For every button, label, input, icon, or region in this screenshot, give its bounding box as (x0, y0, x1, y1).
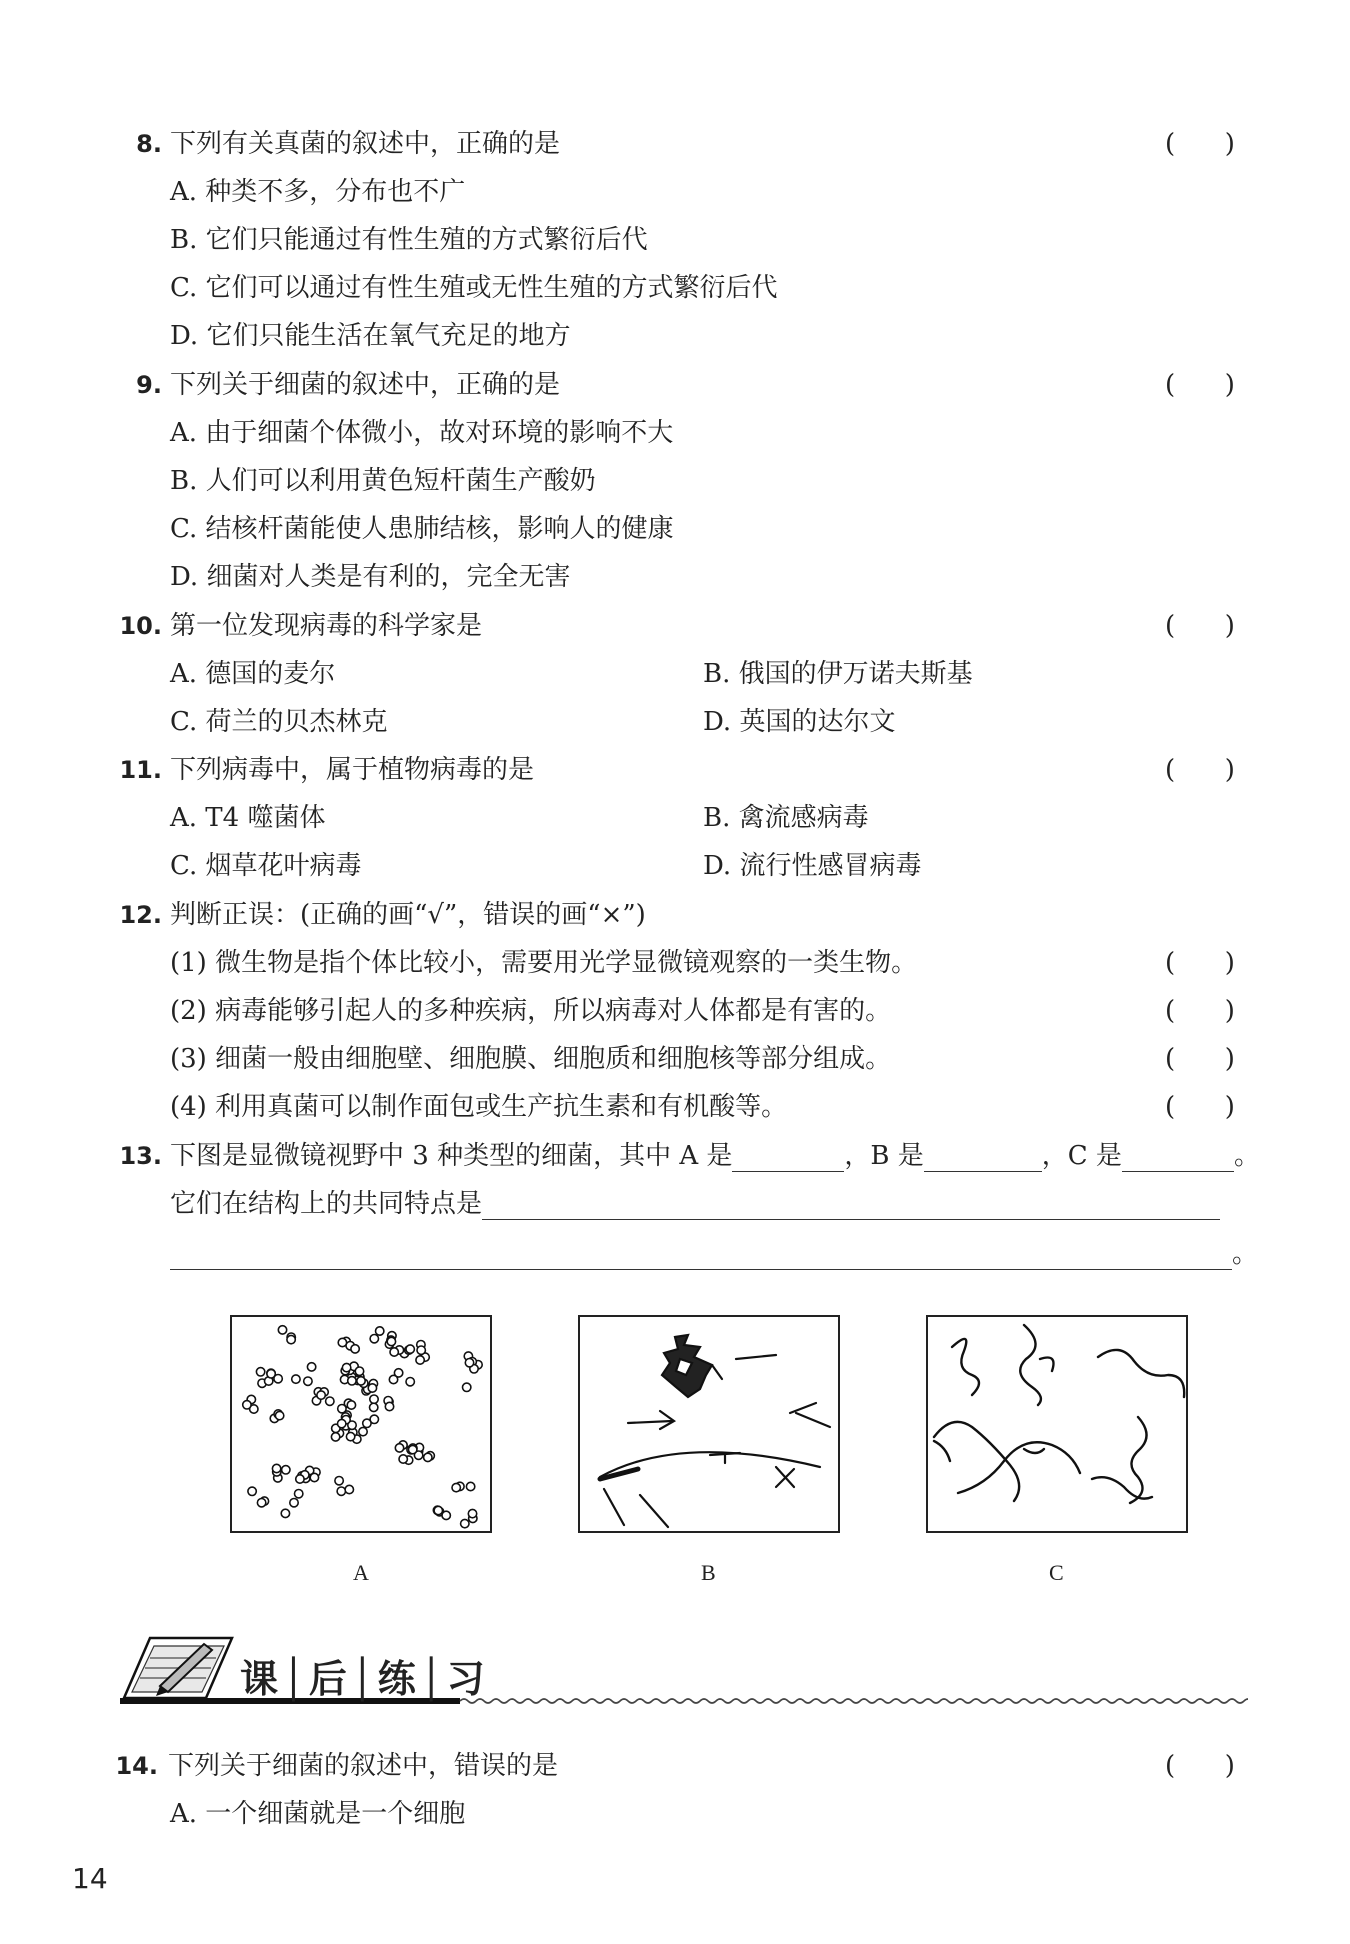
option-d: D. 流行性感冒病毒 (703, 851, 922, 881)
question-number: 12. (119, 901, 162, 929)
question-stem: 第一位发现病毒的科学家是 (170, 611, 483, 641)
coccus-cell (304, 1377, 312, 1385)
option-d: D. 英国的达尔文 (703, 707, 896, 737)
coccus-cell (282, 1466, 290, 1474)
option-c: C. 荷兰的贝杰林克 (170, 707, 388, 737)
question-stem: 下列有关真菌的叙述中，正确的是 (170, 129, 561, 159)
coccus-cell (376, 1327, 384, 1335)
coccus-cell (370, 1395, 378, 1403)
judge-item: (3) 细菌一般由细胞壁、细胞膜、细胞质和细胞核等部分组成。 (170, 1044, 892, 1074)
coccus-cell (290, 1499, 298, 1507)
coccus-cell (347, 1401, 355, 1409)
question-number: 10. (119, 612, 162, 640)
figure-label-a: A (353, 1560, 369, 1585)
coccus-cell (416, 1356, 424, 1364)
coccus-cell (274, 1375, 282, 1383)
coccus-cell (331, 1433, 339, 1441)
spirilla-drawing (928, 1317, 1186, 1531)
option-a: A. 由于细菌个体微小，故对环境的影响不大 (170, 418, 674, 448)
answer-bracket[interactable]: ( ) (1165, 370, 1235, 400)
coccus-cell (338, 1405, 346, 1413)
coccus-cell (452, 1483, 460, 1491)
coccus-cell (257, 1499, 265, 1507)
fill-blank-a[interactable] (732, 1147, 844, 1172)
coccus-cell (348, 1377, 356, 1385)
stem-text: ，C 是 (1041, 1141, 1122, 1171)
coccus-cell (335, 1477, 343, 1485)
judge-item: (2) 病毒能够引起人的多种疾病，所以病毒对人体都是有害的。 (170, 996, 892, 1026)
question-line (170, 1188, 1220, 1220)
coccus-cell (342, 1363, 350, 1371)
answer-bracket[interactable]: ( ) (1165, 1092, 1235, 1122)
question-stem: 判断正误：(正确的画“√”，错误的画“×”) (170, 900, 646, 930)
question-line (170, 1238, 1258, 1270)
figure-b-bacilli (578, 1315, 840, 1533)
figure-a-cocci (230, 1315, 492, 1533)
coccus-cell (248, 1487, 256, 1495)
option-a: A. 种类不多，分布也不广 (170, 177, 466, 207)
option-c: C. 烟草花叶病毒 (170, 851, 362, 881)
coccus-cell (370, 1335, 378, 1343)
fill-blank-feature-2[interactable] (170, 1245, 1232, 1270)
answer-bracket[interactable]: ( ) (1165, 129, 1235, 159)
question-stem: 下列病毒中，属于植物病毒的是 (170, 755, 535, 785)
option-c: C. 它们可以通过有性生殖或无性生殖的方式繁衍后代 (170, 273, 778, 303)
coccus-cell (345, 1485, 353, 1493)
coccus-cell (317, 1391, 325, 1399)
answer-bracket[interactable]: ( ) (1165, 1751, 1235, 1781)
question-stem: 下列关于细菌的叙述中，正确的是 (170, 370, 561, 400)
option-b: B. 人们可以利用黄色短杆菌生产酸奶 (170, 466, 596, 496)
coccus-cell (287, 1335, 295, 1343)
coccus-cell (409, 1445, 417, 1453)
coccus-cell (385, 1402, 393, 1410)
coccus-cell (368, 1384, 376, 1392)
coccus-cell (292, 1375, 300, 1383)
stem-text: 下图是显微镜视野中 3 种类型的细菌，其中 A 是 (170, 1141, 733, 1171)
coccus-cell (338, 1419, 346, 1427)
answer-bracket[interactable]: ( ) (1165, 611, 1235, 641)
coccus-cell (395, 1444, 403, 1452)
bacilli-drawing (580, 1317, 838, 1531)
coccus-cell (399, 1455, 407, 1463)
coccus-cell (310, 1473, 318, 1481)
question-stem: 下列关于细菌的叙述中，错误的是 (168, 1751, 559, 1781)
coccus-cell (346, 1432, 354, 1440)
option-b: B. 它们只能通过有性生殖的方式繁衍后代 (170, 225, 648, 255)
option-b: B. 俄国的伊万诺夫斯基 (703, 659, 973, 689)
coccus-cell (351, 1345, 359, 1353)
fill-blank-feature[interactable] (482, 1195, 1220, 1220)
page-number: 14 (72, 1862, 108, 1895)
stem-text: 它们在结构上的共同特点是 (170, 1189, 483, 1219)
option-a: A. 一个细菌就是一个细胞 (170, 1799, 466, 1829)
figure-c-spirilla (926, 1315, 1188, 1533)
coccus-cell (370, 1403, 378, 1411)
coccus-cell (406, 1345, 414, 1353)
cocci-drawing (232, 1317, 490, 1531)
question-stem (170, 1140, 1260, 1172)
coccus-cell (243, 1401, 251, 1409)
coccus-cell (465, 1359, 473, 1367)
question-number: 11. (119, 756, 162, 784)
coccus-cell (281, 1509, 289, 1517)
question-number: 9. (136, 371, 162, 399)
stem-text: ，B 是 (844, 1141, 924, 1171)
coccus-cell (424, 1453, 432, 1461)
stem-text: 。 (1232, 1239, 1259, 1269)
coccus-cell (272, 1464, 280, 1472)
coccus-cell (417, 1346, 425, 1354)
coccus-cell (370, 1415, 378, 1423)
coccus-cell (295, 1490, 303, 1498)
coccus-cell (338, 1338, 346, 1346)
option-b: B. 禽流感病毒 (703, 803, 869, 833)
fill-blank-b[interactable] (924, 1147, 1042, 1172)
coccus-cell (387, 1337, 395, 1345)
stem-text: 。 (1233, 1141, 1260, 1171)
option-a: A. T4 噬菌体 (170, 803, 326, 833)
coccus-cell (406, 1378, 414, 1386)
section-title: 课│后│练│习 (240, 1657, 489, 1701)
answer-bracket[interactable]: ( ) (1165, 1044, 1235, 1074)
question-number: 8. (136, 130, 162, 158)
answer-bracket[interactable]: ( ) (1165, 996, 1235, 1026)
question-number: 13. (119, 1142, 162, 1170)
coccus-cell (359, 1427, 367, 1435)
coccus-cell (434, 1506, 442, 1514)
option-d: D. 细菌对人类是有利的，完全无害 (170, 562, 571, 592)
judge-item: (1) 微生物是指个体比较小，需要用光学显微镜观察的一类生物。 (170, 948, 918, 978)
answer-bracket[interactable]: ( ) (1165, 948, 1235, 978)
coccus-cell (296, 1475, 304, 1483)
option-a: A. 德国的麦尔 (170, 659, 336, 689)
coccus-cell (307, 1363, 315, 1371)
coccus-cell (461, 1519, 469, 1527)
coccus-cell (390, 1348, 398, 1356)
coccus-cell (357, 1377, 365, 1385)
coccus-cell (466, 1482, 474, 1490)
option-c: C. 结核杆菌能使人患肺结核，影响人的健康 (170, 514, 674, 544)
coccus-cell (355, 1367, 363, 1375)
coccus-cell (337, 1487, 345, 1495)
coccus-cell (256, 1368, 264, 1376)
figure-label-b: B (701, 1560, 716, 1585)
answer-bracket[interactable]: ( ) (1165, 755, 1235, 785)
coccus-cell (463, 1383, 471, 1391)
coccus-cell (389, 1375, 397, 1383)
question-number: 14. (115, 1752, 158, 1780)
figure-label-c: C (1049, 1560, 1064, 1585)
coccus-cell (278, 1326, 286, 1334)
option-d: D. 它们只能生活在氧气充足的地方 (170, 321, 571, 351)
coccus-cell (442, 1511, 450, 1519)
coccus-cell (326, 1397, 334, 1405)
fill-blank-c[interactable] (1122, 1147, 1234, 1172)
coccus-cell (468, 1509, 476, 1517)
judge-item: (4) 利用真菌可以制作面包或生产抗生素和有机酸等。 (170, 1092, 788, 1122)
coccus-cell (275, 1411, 283, 1419)
